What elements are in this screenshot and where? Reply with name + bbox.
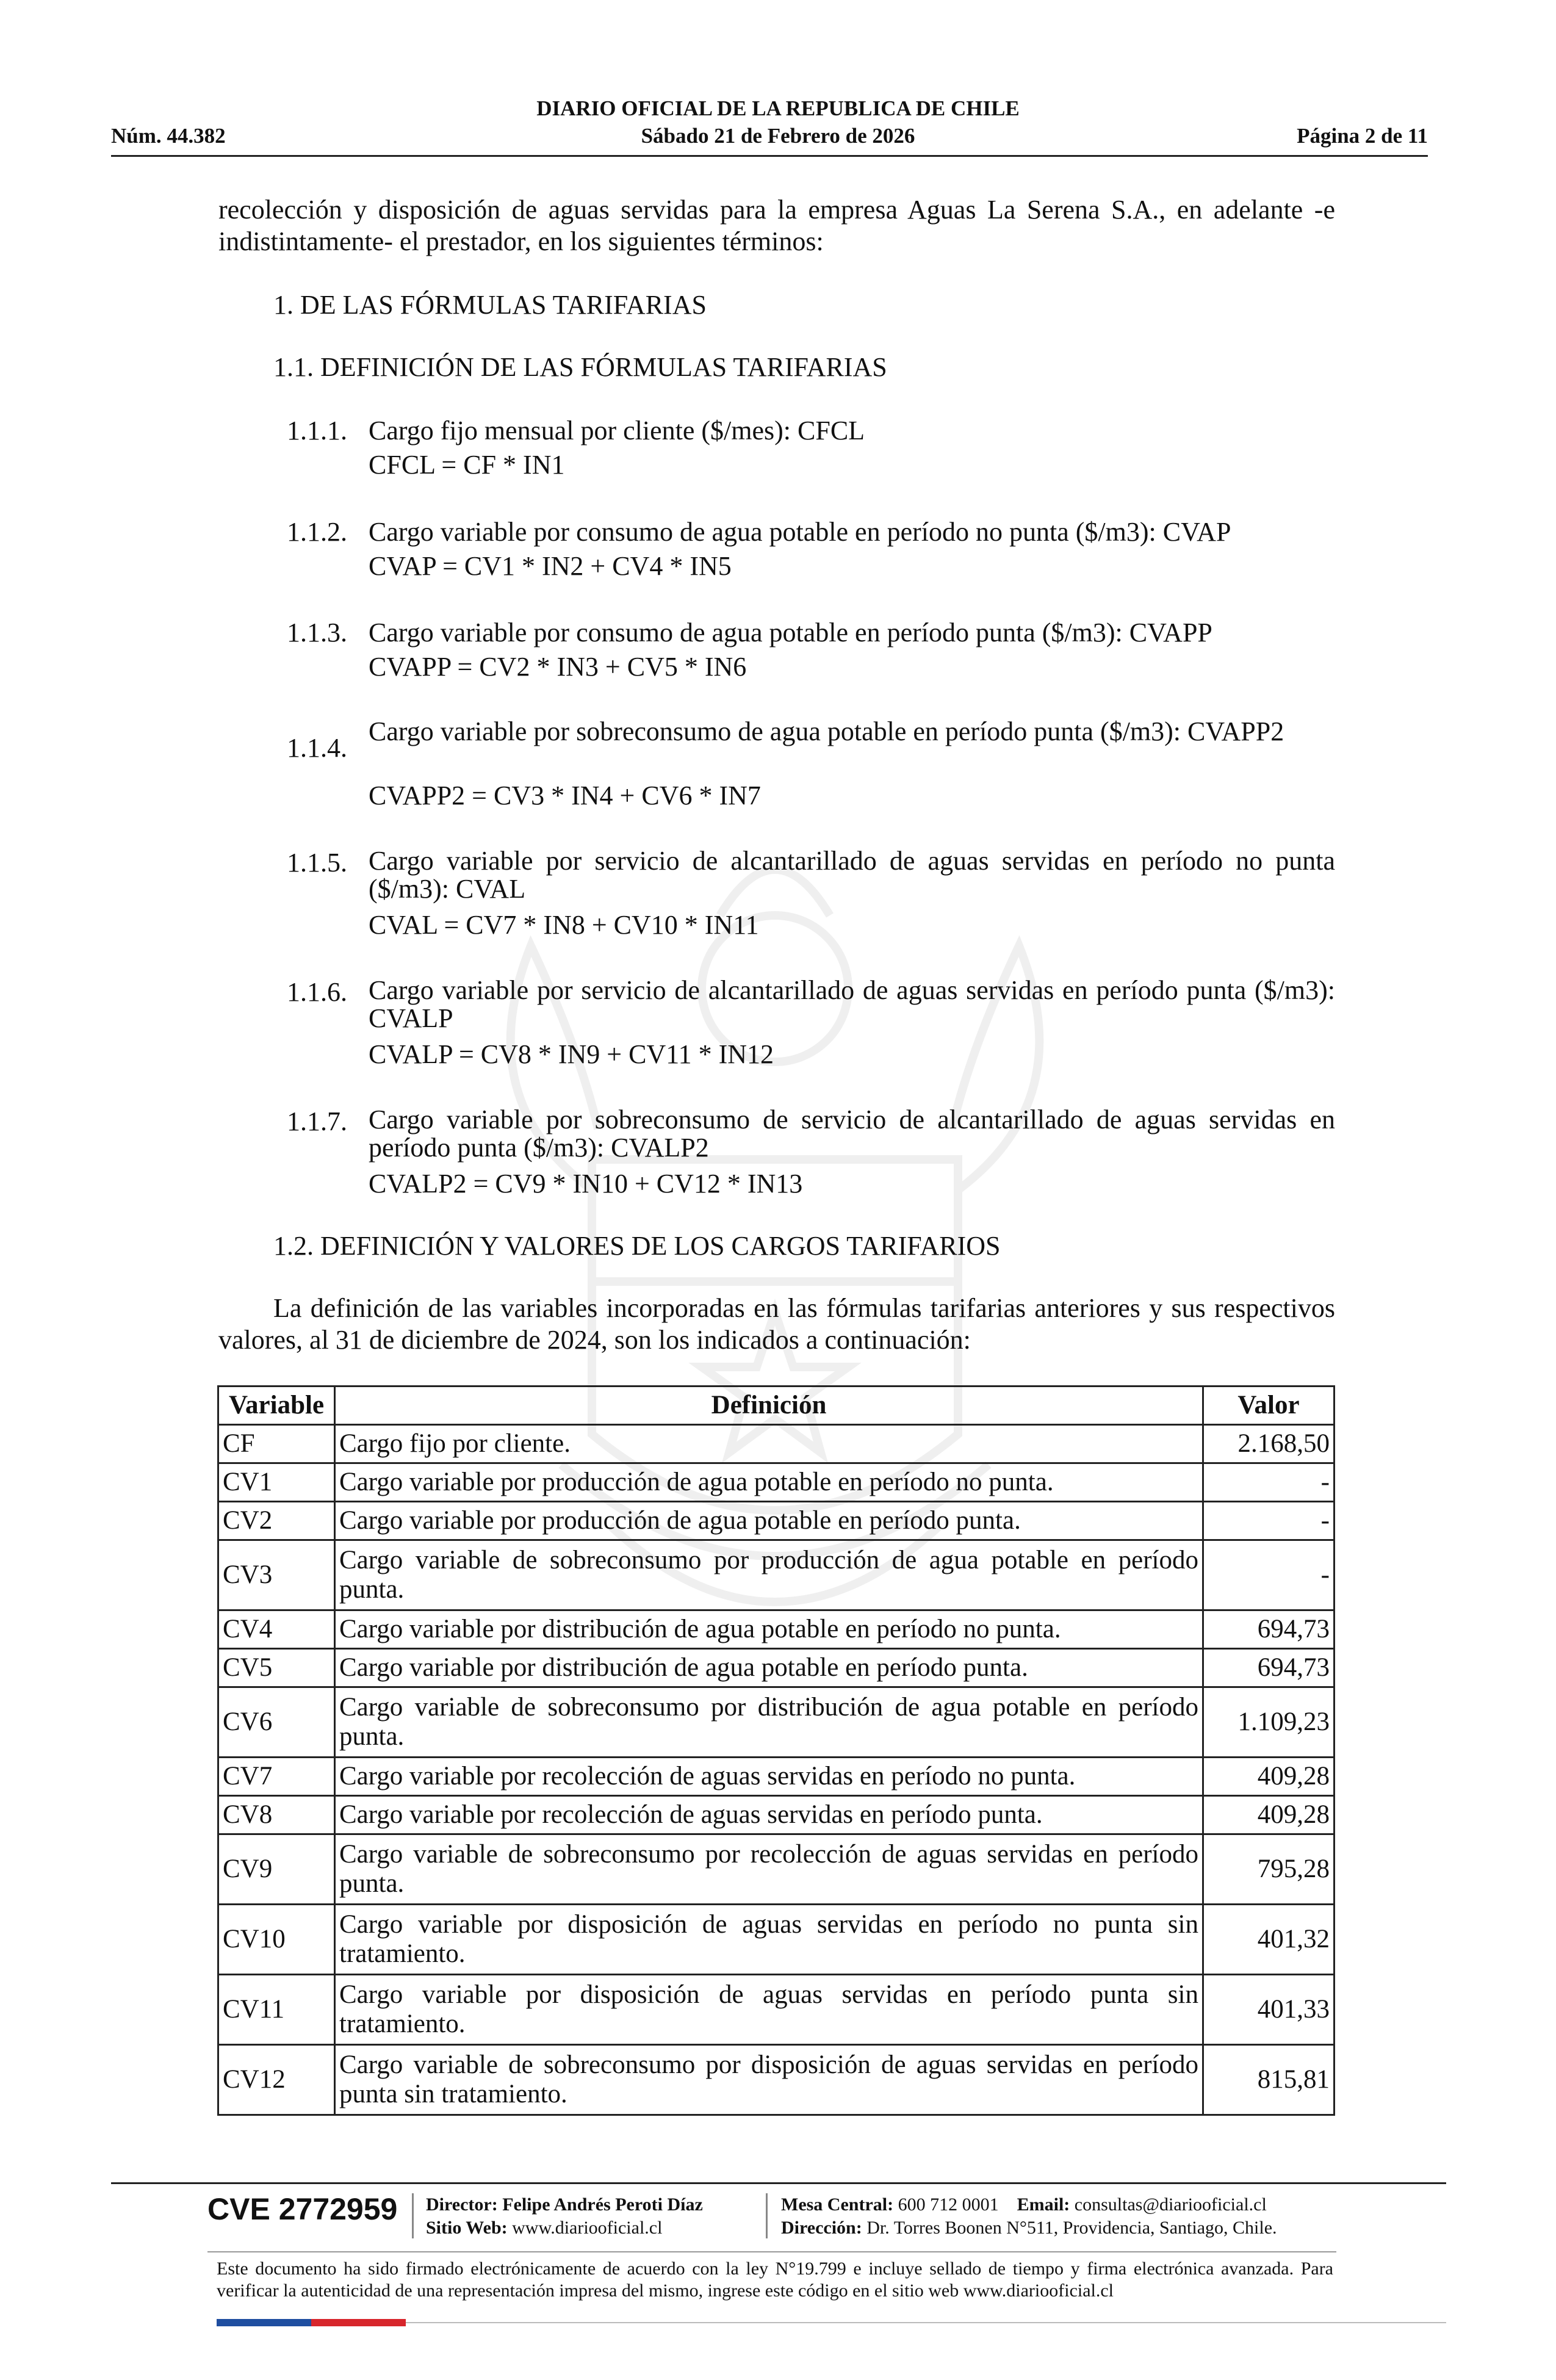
formula-expression: CVALP = CV8 * IN9 + CV11 * IN12 bbox=[369, 1039, 774, 1069]
website-label: Sitio Web: bbox=[426, 2218, 508, 2238]
footer-inner-divider bbox=[207, 2251, 1336, 2252]
header-divider bbox=[111, 155, 1428, 157]
value-cell: 815,81 bbox=[1203, 2045, 1334, 2115]
table-row bbox=[218, 1610, 1334, 1649]
footer-separator bbox=[766, 2193, 768, 2238]
definition-cell: Cargo variable por distribución de agua potable en período no punta. bbox=[335, 1610, 1203, 1649]
value-cell: 694,73 bbox=[1203, 1610, 1334, 1649]
table-header-row bbox=[218, 1387, 1334, 1425]
table-row bbox=[218, 1975, 1334, 2045]
email-link[interactable]: consultas@diariooficial.cl bbox=[1074, 2194, 1267, 2215]
formula-expression: CVAP = CV1 * IN2 + CV4 * IN5 bbox=[369, 551, 732, 581]
definition-cell: Cargo variable de sobreconsumo por distribución de agua potable en período punta. bbox=[335, 1687, 1203, 1758]
address-label: Dirección: bbox=[781, 2218, 862, 2238]
issue-number: Núm. 44.382 bbox=[111, 124, 226, 148]
definition-cell: Cargo variable por distribución de agua potable en período punta. bbox=[335, 1649, 1203, 1687]
variable-cell: CV8 bbox=[218, 1796, 335, 1834]
variable-cell: CV6 bbox=[218, 1687, 335, 1758]
value-cell: - bbox=[1203, 1463, 1334, 1502]
variable-cell: CV4 bbox=[218, 1610, 335, 1649]
definition-cell: Cargo variable por recolección de aguas servidas en período punta. bbox=[335, 1796, 1203, 1834]
tariff-table bbox=[217, 1385, 1335, 2116]
formula-expression: CVALP2 = CV9 * IN10 + CV12 * IN13 bbox=[369, 1169, 803, 1199]
definition-cell: Cargo fijo por cliente. bbox=[335, 1425, 1203, 1463]
variable-cell: CV3 bbox=[218, 1540, 335, 1610]
formula-number: 1.1.6. bbox=[287, 977, 347, 1007]
table-row bbox=[218, 1687, 1334, 1758]
value-cell: 409,28 bbox=[1203, 1796, 1334, 1834]
definition-cell: Cargo variable por recolección de aguas servidas en período no punta. bbox=[335, 1758, 1203, 1796]
table-row bbox=[218, 1905, 1334, 1975]
variable-cell: CV2 bbox=[218, 1502, 335, 1540]
formula-description: Cargo variable por consumo de agua potable en período no punta ($/m3): CVAP bbox=[369, 517, 1231, 547]
intro-paragraph: recolección y disposición de aguas servidas para la empresa Aguas La Serena S.A., en adelante -e indistintamente- el prestador, en los siguientes términos: bbox=[218, 195, 1335, 256]
formula-number: 1.1.1. bbox=[287, 416, 347, 445]
value-cell: 1.109,23 bbox=[1203, 1687, 1334, 1758]
page-indicator: Página 2 de 11 bbox=[1297, 124, 1428, 148]
variable-cell: CV9 bbox=[218, 1834, 335, 1905]
footer-separator bbox=[412, 2193, 414, 2238]
definition-cell: Cargo variable de sobreconsumo por producción de agua potable en período punta. bbox=[335, 1540, 1203, 1610]
value-cell: - bbox=[1203, 1502, 1334, 1540]
section-heading-1-1: 1.1. DEFINICIÓN DE LAS FÓRMULAS TARIFARIAS bbox=[273, 352, 887, 382]
formula-expression: CVAPP2 = CV3 * IN4 + CV6 * IN7 bbox=[369, 781, 761, 810]
column-header-definition: Definición bbox=[335, 1387, 1203, 1425]
variable-cell: CF bbox=[218, 1425, 335, 1463]
table-row bbox=[218, 1834, 1334, 1905]
column-header-value: Valor bbox=[1203, 1387, 1334, 1425]
formula-description: Cargo variable por sobreconsumo de servicio de alcantarillado de aguas servidas en período punta ($/m3): CVALP2 bbox=[369, 1105, 1335, 1163]
value-cell: - bbox=[1203, 1540, 1334, 1610]
definition-cell: Cargo variable por producción de agua potable en período no punta. bbox=[335, 1463, 1203, 1502]
flag-stripe bbox=[217, 2319, 406, 2326]
address-text: Dr. Torres Boonen N°511, Providencia, Santiago, Chile. bbox=[866, 2218, 1277, 2238]
section-heading-1: 1. DE LAS FÓRMULAS TARIFARIAS bbox=[273, 290, 707, 320]
issue-date: Sábado 21 de Febrero de 2026 bbox=[641, 124, 915, 148]
formula-description: Cargo variable por consumo de agua potable en período punta ($/m3): CVAPP bbox=[369, 618, 1212, 647]
footer-director-block bbox=[426, 2193, 703, 2240]
phone-label: Mesa Central: bbox=[781, 2194, 894, 2215]
definition-cell: Cargo variable por disposición de aguas servidas en período no punta sin tratamiento. bbox=[335, 1905, 1203, 1975]
formula-expression: CVAL = CV7 * IN8 + CV10 * IN11 bbox=[369, 910, 759, 940]
definition-cell: Cargo variable de sobreconsumo por disposición de aguas servidas en período punta sin tratamiento. bbox=[335, 2045, 1203, 2115]
value-cell: 409,28 bbox=[1203, 1758, 1334, 1796]
definition-cell: Cargo variable por producción de agua potable en período punta. bbox=[335, 1502, 1203, 1540]
formula-expression: CVAPP = CV2 * IN3 + CV5 * IN6 bbox=[369, 652, 747, 682]
table-row bbox=[218, 1796, 1334, 1834]
value-cell: 694,73 bbox=[1203, 1649, 1334, 1687]
newspaper-title: DIARIO OFICIAL DE LA REPUBLICA DE CHILE bbox=[536, 96, 1020, 120]
flag-stripe-blue bbox=[217, 2319, 311, 2326]
email-label: Email: bbox=[1017, 2194, 1070, 2215]
formula-number: 1.1.2. bbox=[287, 517, 347, 547]
cve-code: CVE 2772959 bbox=[207, 2192, 398, 2226]
formula-number: 1.1.7. bbox=[287, 1106, 347, 1136]
table-row bbox=[218, 1425, 1334, 1463]
formula-number: 1.1.3. bbox=[287, 618, 347, 647]
value-cell: 2.168,50 bbox=[1203, 1425, 1334, 1463]
value-cell: 401,32 bbox=[1203, 1905, 1334, 1975]
variable-cell: CV7 bbox=[218, 1758, 335, 1796]
director-label: Director: bbox=[426, 2194, 498, 2215]
authenticity-note: Este documento ha sido firmado electrónicamente de acuerdo con la ley N°19.799 e incluye sellado de tiempo y firma electrónica avanzada. Para verificar la autenticidad de una representación impresa del mismo, ingrese este código en el sitio web www.diariooficial.cl bbox=[217, 2259, 1333, 2301]
flag-stripe-red bbox=[311, 2319, 406, 2326]
definition-cell: Cargo variable por disposición de aguas servidas en período punta sin tratamiento. bbox=[335, 1975, 1203, 2045]
table-row bbox=[218, 2045, 1334, 2115]
value-cell: 795,28 bbox=[1203, 1834, 1334, 1905]
column-header-variable: Variable bbox=[218, 1387, 335, 1425]
director-name: Felipe Andrés Peroti Díaz bbox=[502, 2194, 703, 2215]
table-row bbox=[218, 1649, 1334, 1687]
formula-number: 1.1.5. bbox=[287, 848, 347, 878]
value-cell: 401,33 bbox=[1203, 1975, 1334, 2045]
formula-description: Cargo variable por servicio de alcantarillado de aguas servidas en período punta ($/m3): CVALP bbox=[369, 975, 1335, 1033]
variable-cell: CV5 bbox=[218, 1649, 335, 1687]
variable-cell: CV10 bbox=[218, 1905, 335, 1975]
formula-number: 1.1.4. bbox=[287, 733, 347, 763]
phone-number: 600 712 0001 bbox=[898, 2194, 999, 2215]
table-row bbox=[218, 1758, 1334, 1796]
formula-description: Cargo fijo mensual por cliente ($/mes): CFCL bbox=[369, 416, 865, 445]
formula-expression: CFCL = CF * IN1 bbox=[369, 450, 565, 480]
footer-divider bbox=[111, 2182, 1446, 2184]
formula-description: Cargo variable por servicio de alcantarillado de aguas servidas en período no punta ($/m3): CVAL bbox=[369, 846, 1335, 904]
variable-cell: CV12 bbox=[218, 2045, 335, 2115]
website-link[interactable]: www.diariooficial.cl bbox=[512, 2218, 663, 2238]
section-heading-1-2: 1.2. DEFINICIÓN Y VALORES DE LOS CARGOS TARIFARIOS bbox=[273, 1231, 1001, 1261]
definition-cell: Cargo variable de sobreconsumo por recolección de aguas servidas en período punta. bbox=[335, 1834, 1203, 1905]
variable-cell: CV1 bbox=[218, 1463, 335, 1502]
table-row bbox=[218, 1540, 1334, 1610]
table-row bbox=[218, 1463, 1334, 1502]
variable-cell: CV11 bbox=[218, 1975, 335, 2045]
footer-contact-block bbox=[781, 2193, 1277, 2240]
table-row bbox=[218, 1502, 1334, 1540]
table-intro-paragraph: La definición de las variables incorporadas en las fórmulas tarifarias anteriores y sus respectivos valores, al 31 de diciembre de 2024, son los indicados a continuación: bbox=[218, 1293, 1335, 1355]
footer-bottom-rule bbox=[406, 2322, 1446, 2323]
formula-description: Cargo variable por sobreconsumo de agua potable en período punta ($/m3): CVAPP2 bbox=[369, 716, 1284, 746]
